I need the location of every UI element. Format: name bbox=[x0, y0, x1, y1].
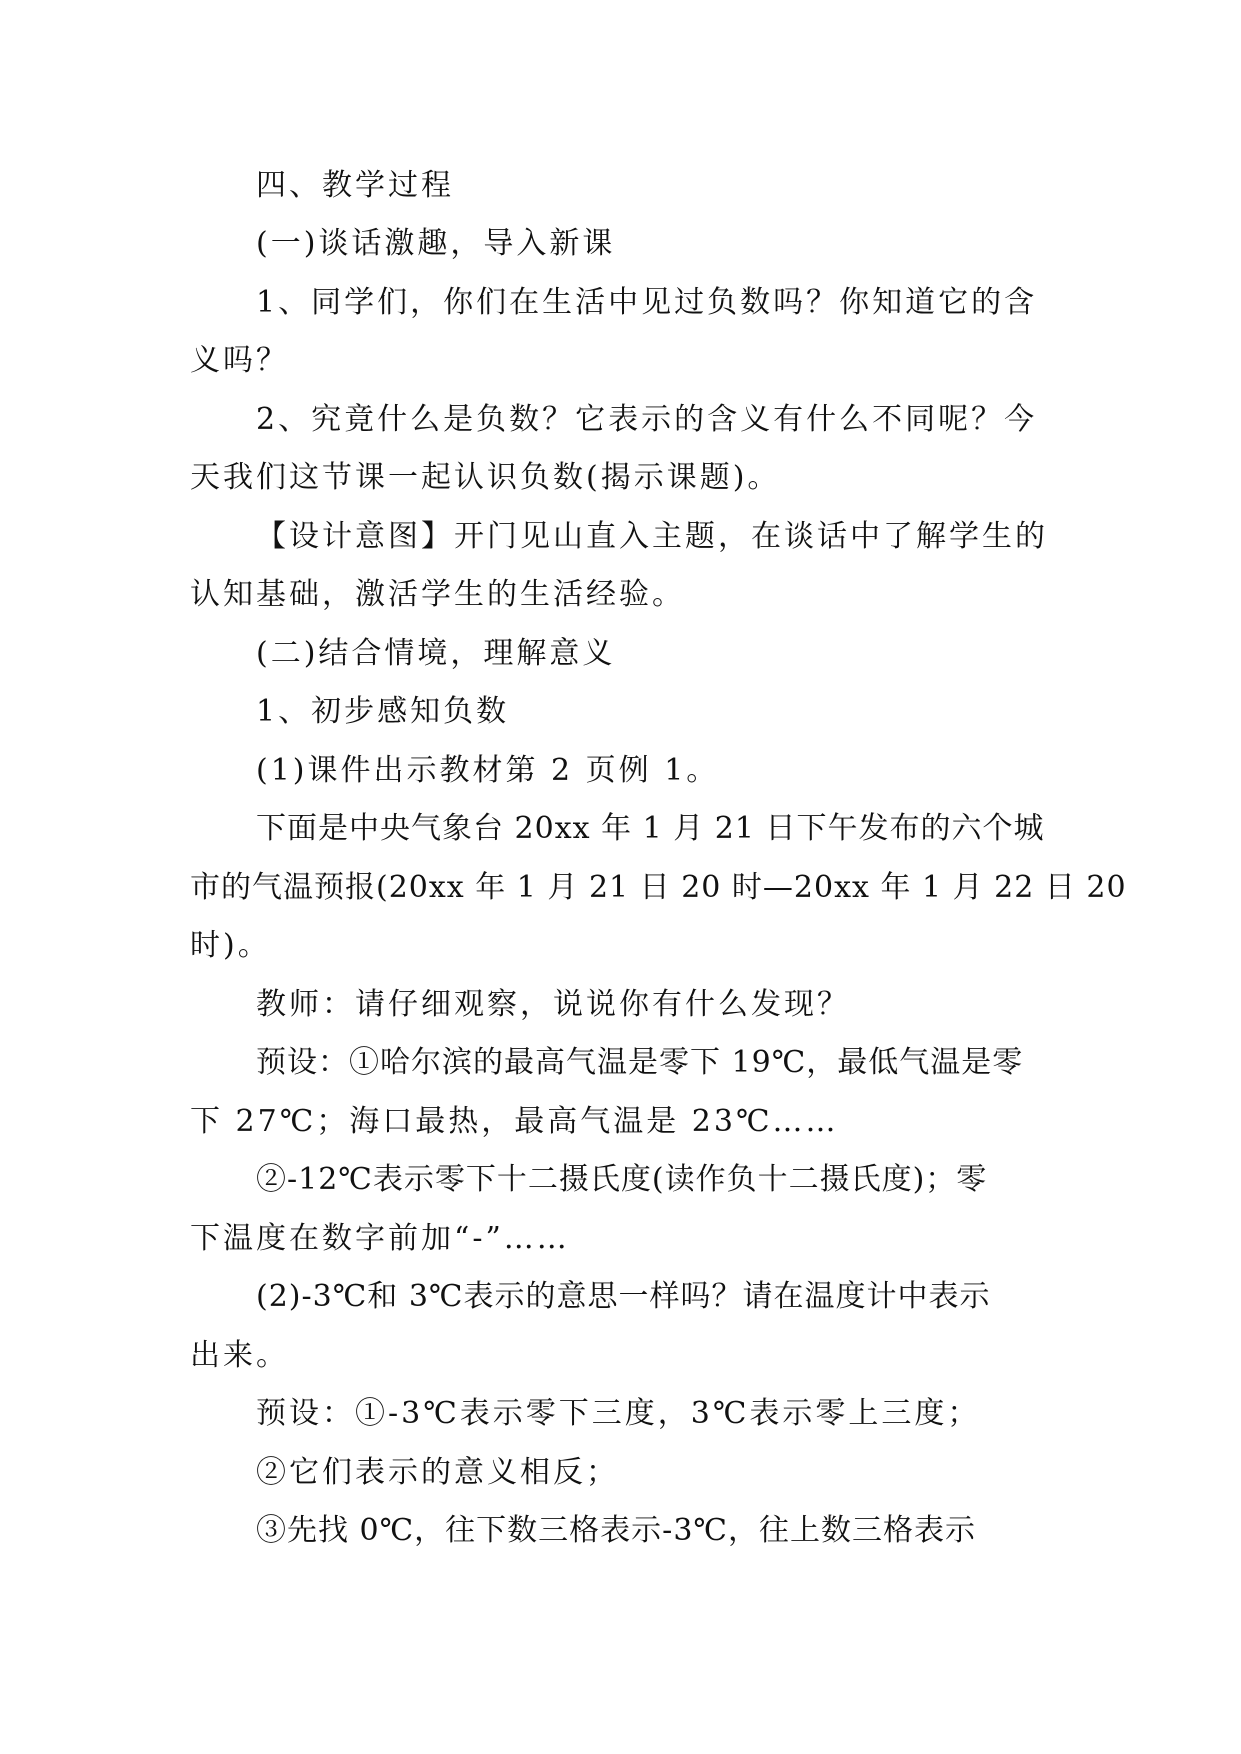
paragraph-line: 天我们这节课一起认识负数(揭示课题)。 bbox=[190, 460, 781, 495]
subsection-heading: (一)谈话激趣，导入新课 bbox=[256, 226, 616, 261]
paragraph-line: 1、同学们，你们在生活中见过负数吗？你知道它的含 bbox=[256, 285, 1038, 320]
paragraph-line: 【设计意图】开门见山直入主题，在谈话中了解学生的 bbox=[256, 519, 1048, 554]
paragraph-line: 下温度在数字前加“-”…… bbox=[190, 1221, 570, 1256]
subsection-heading: (二)结合情境，理解意义 bbox=[256, 636, 616, 671]
paragraph-line: 时)。 bbox=[190, 928, 271, 963]
paragraph-line: (1)课件出示教材第 2 页例 1。 bbox=[256, 753, 720, 788]
paragraph-line: 教师：请仔细观察，说说你有什么发现？ bbox=[256, 987, 850, 1022]
paragraph-line: 预设：①-3℃表示零下三度，3℃表示零上三度； bbox=[256, 1396, 981, 1431]
paragraph-line: 下面是中央气象台 20xx 年 1 月 21 日下午发布的六个城 bbox=[256, 811, 1045, 846]
paragraph-line: 2、究竟什么是负数？它表示的含义有什么不同呢？今 bbox=[256, 402, 1038, 437]
paragraph-line: 1、初步感知负数 bbox=[256, 694, 510, 729]
section-heading: 四、教学过程 bbox=[256, 168, 454, 203]
paragraph-line: ②它们表示的意义相反； bbox=[256, 1455, 619, 1490]
paragraph-line: 义吗？ bbox=[190, 343, 289, 378]
paragraph-line: 市的气温预报(20xx 年 1 月 21 日 20 时—20xx 年 1 月 22 日 20 bbox=[190, 870, 1127, 905]
paragraph-line: ③先找 0℃，往下数三格表示-3℃，往上数三格表示 bbox=[256, 1513, 976, 1548]
paragraph-line: 认知基础，激活学生的生活经验。 bbox=[190, 577, 685, 612]
paragraph-line: 预设：①哈尔滨的最高气温是零下 19℃，最低气温是零 bbox=[256, 1045, 1024, 1080]
paragraph-line: (2)-3℃和 3℃表示的意思一样吗？请在温度计中表示 bbox=[256, 1279, 991, 1314]
paragraph-line: 出来。 bbox=[190, 1338, 289, 1373]
paragraph-line: ②-12℃表示零下十二摄氏度(读作负十二摄氏度)；零 bbox=[256, 1162, 988, 1197]
paragraph-line: 下 27℃；海口最热，最高气温是 23℃…… bbox=[190, 1104, 839, 1139]
